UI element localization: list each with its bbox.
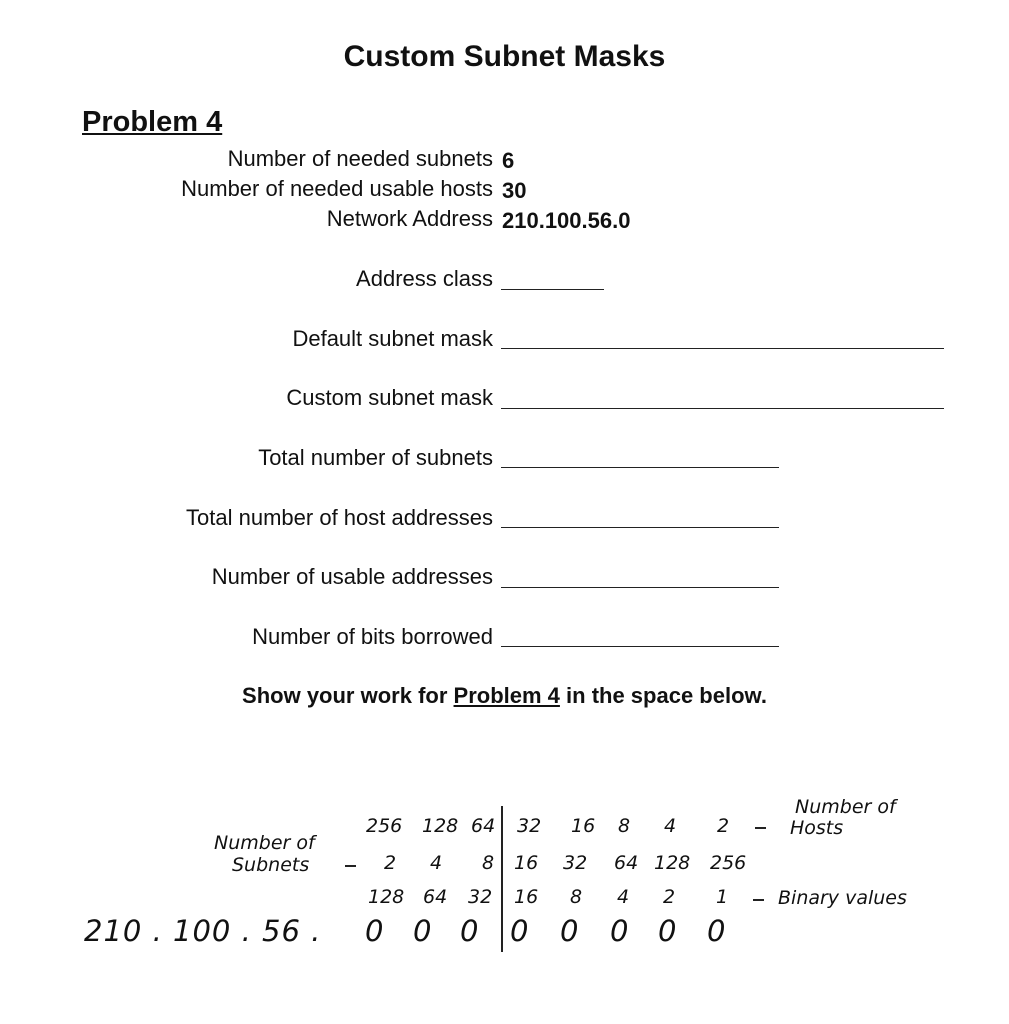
- total-host-addresses-answer-line[interactable]: [501, 527, 779, 528]
- usable-addresses-label: Number of usable addresses: [211, 564, 493, 589]
- hosts-value: 16: [571, 815, 596, 837]
- bits-borrowed-answer-line[interactable]: [501, 646, 779, 647]
- given-subnets-value: 6: [502, 148, 515, 173]
- binary-dash: [753, 899, 764, 901]
- hosts-value: 32: [517, 815, 542, 837]
- subnets-value: 4: [430, 852, 443, 874]
- hosts-dash: [755, 827, 766, 829]
- total-subnets-answer-line[interactable]: [501, 467, 779, 468]
- hosts-value: 64: [471, 815, 496, 837]
- subnets-value: 128: [654, 852, 691, 874]
- show-work-suffix: in the space below.: [566, 683, 767, 708]
- custom-subnet-mask-label: Custom subnet mask: [286, 385, 493, 410]
- given-network-label: Network Address: [326, 206, 493, 231]
- address-bit: 0: [707, 914, 727, 948]
- given-network-value: 210.100.56.0: [502, 208, 631, 233]
- show-work-instruction: [0, 683, 1009, 709]
- address-bit: 0: [510, 914, 530, 948]
- number-of-subnets-label-line2: Subnets: [232, 854, 310, 876]
- binary-value: 128: [368, 886, 405, 908]
- binary-value: 16: [514, 886, 539, 908]
- bits-borrowed-label: Number of bits borrowed: [252, 624, 493, 649]
- hosts-value: 8: [618, 815, 631, 837]
- total-subnets-label: Total number of subnets: [258, 445, 493, 470]
- problem-heading: Problem 4: [82, 106, 223, 138]
- subnets-value: 2: [384, 852, 397, 874]
- binary-value: 8: [570, 886, 583, 908]
- address-class-answer-line[interactable]: [501, 289, 604, 290]
- subnets-value: 256: [710, 852, 747, 874]
- binary-value: 1: [716, 886, 729, 908]
- total-host-addresses-label: Total number of host addresses: [186, 505, 493, 530]
- borrow-divider-line: [501, 806, 503, 952]
- address-bit: 0: [365, 914, 385, 948]
- network-address-prefix: 210 . 100 . 56 .: [84, 914, 322, 948]
- address-bit: 0: [560, 914, 580, 948]
- number-of-subnets-label-line1: Number of: [214, 832, 315, 854]
- subnets-value: 32: [563, 852, 588, 874]
- binary-value: 2: [663, 886, 676, 908]
- address-bit: 0: [413, 914, 433, 948]
- show-work-prefix: Show your work for: [242, 683, 448, 708]
- binary-value: 32: [468, 886, 493, 908]
- number-of-hosts-label-line2: Hosts: [790, 817, 844, 839]
- number-of-hosts-label-line1: Number of: [795, 796, 896, 818]
- page-title: Custom Subnet Masks: [343, 40, 666, 73]
- subnets-value: 64: [614, 852, 639, 874]
- hosts-value: 4: [664, 815, 677, 837]
- default-subnet-mask-label: Default subnet mask: [292, 326, 493, 351]
- given-subnets-label: Number of needed subnets: [227, 146, 493, 171]
- address-bit: 0: [460, 914, 480, 948]
- hosts-value: 256: [366, 815, 403, 837]
- binary-values-label: Binary values: [778, 887, 907, 909]
- given-hosts-label: Number of needed usable hosts: [181, 176, 493, 201]
- show-work-problem-ref: Problem 4: [453, 683, 560, 708]
- hosts-value: 2: [717, 815, 730, 837]
- address-bit: 0: [658, 914, 678, 948]
- address-bit: 0: [610, 914, 630, 948]
- subnets-value: 16: [514, 852, 539, 874]
- usable-addresses-answer-line[interactable]: [501, 587, 779, 588]
- hosts-value: 128: [422, 815, 459, 837]
- binary-value: 64: [423, 886, 448, 908]
- subnets-value: 8: [482, 852, 495, 874]
- binary-value: 4: [617, 886, 630, 908]
- subnets-dash: [345, 865, 356, 867]
- custom-subnet-mask-answer-line[interactable]: [501, 408, 944, 409]
- address-class-label: Address class: [356, 266, 493, 291]
- default-subnet-mask-answer-line[interactable]: [501, 348, 944, 349]
- given-hosts-value: 30: [502, 178, 527, 203]
